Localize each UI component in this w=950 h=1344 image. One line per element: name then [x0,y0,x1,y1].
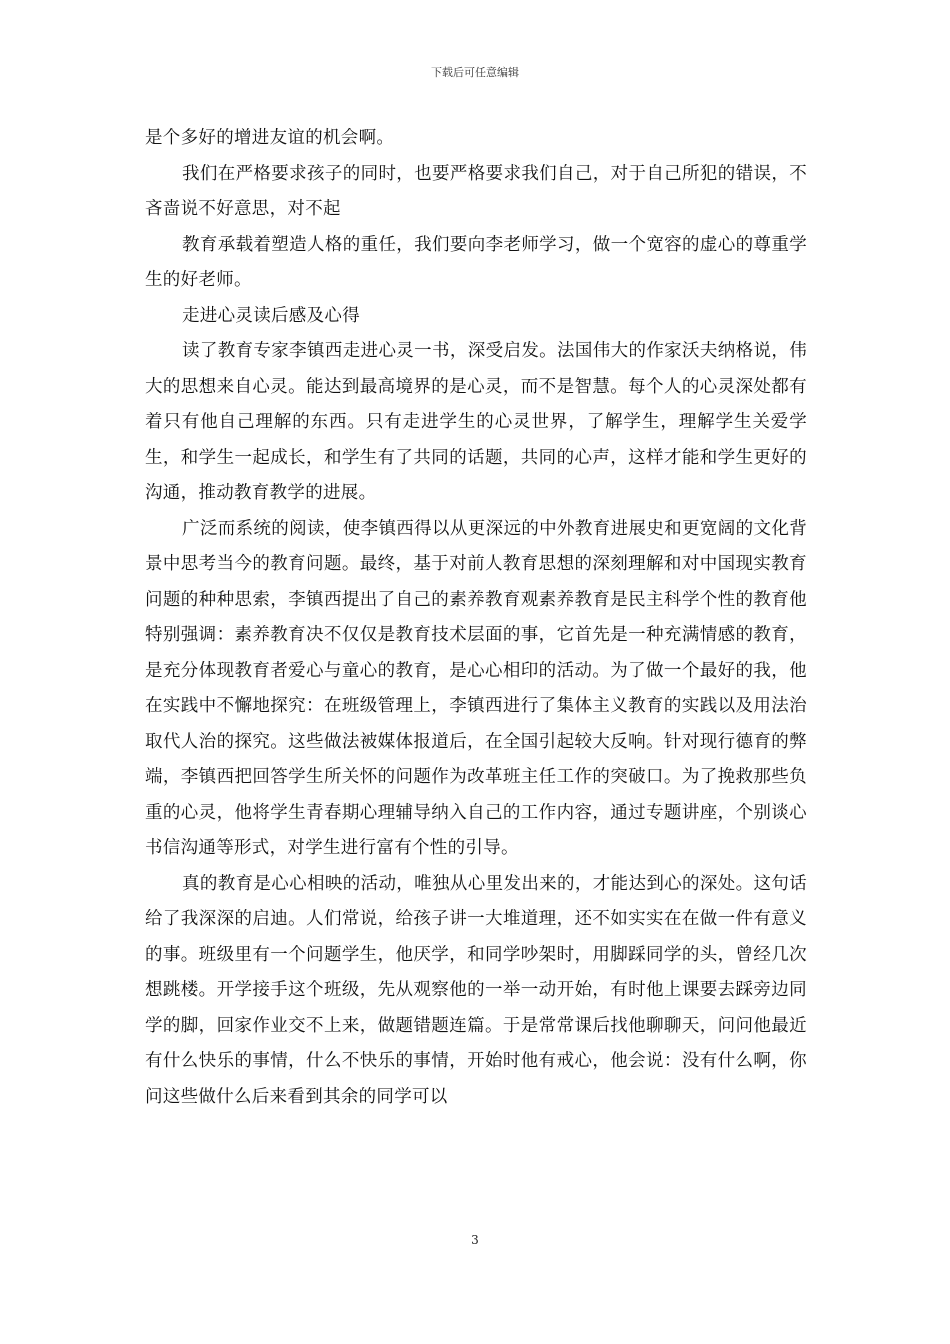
paragraph-7: 真的教育是心心相映的活动，唯独从心里发出来的，才能达到心的深处。这句话给了我深深的启迪。人们常说，给孩子讲一大堆道理，还不如实实在在做一件有意义的事。班级里有一个问题学生，他厌学，和同学吵架时，用脚踩同学的头，曾经几次想跳楼。开学接手这个班级，先从观察他的一举一动开始，有时他上课要去踩旁边同学的脚，回家作业交不上来，做题错题连篇。于是常常课后找他聊聊天，问问他最近有什么快乐的事情，什么不快乐的事情，开始时他有戒心，他会说：没有什么啊，你问这些做什么后来看到其余的同学可以 [145,873,807,1107]
paragraph-6: 广泛而系统的阅读，使李镇西得以从更深远的中外教育进展史和更宽阔的文化背景中思考当今的教育问题。最终，基于对前人教育思想的深刻理解和对中国现实教育问题的种种思索，李镇西提出了自己的素养教育观素养教育是民主科学个性的教育他特别强调：素养教育决不仅仅是教育技术层面的事，它首先是一种充满情感的教育，是充分体现教育者爱心与童心的教育，是心心相印的活动。为了做一个最好的我，他在实践中不懈地探究：在班级管理上，李镇西进行了集体主义教育的实践以及用法治取代人治的探究。这些做法被媒体报道后，在全国引起较大反响。针对现行德育的弊端，李镇西把回答学生所关怀的问题作为改革班主任工作的突破口。为了挽救那些负重的心灵，他将学生青春期心理辅导纳入自己的工作内容，通过专题讲座，个别谈心书信沟通等形式，对学生进行富有个性的引导。 [145,518,807,858]
page-number: 3 [471,1233,479,1247]
page-header: 下载后可任意编辑 [431,66,519,79]
section-title: 走进心灵读后感及心得 [182,305,360,326]
document-body [145,121,807,1115]
paragraph-5: 读了教育专家李镇西走进心灵一书，深受启发。法国伟大的作家沃夫纳格说，伟大的思想来自心灵。能达到最高境界的是心灵，而不是智慧。每个人的心灵深处都有着只有他自己理解的东西。只有走进学生的心灵世界，了解学生，理解学生关爱学生，和学生一起成长，和学生有了共同的话题，共同的心声，这样才能和学生更好的沟通，推动教育教学的进展。 [145,341,807,503]
paragraph-3: 教育承载着塑造人格的重任，我们要向李老师学习，做一个宽容的虚心的尊重学生的好老师。 [145,234,807,290]
paragraph-1: 是个多好的增进友谊的机会啊。 [145,128,395,148]
paragraph-2: 我们在严格要求孩子的同时，也要严格要求我们自己，对于自己所犯的错误，不吝啬说不好意思，对不起 [145,163,807,219]
